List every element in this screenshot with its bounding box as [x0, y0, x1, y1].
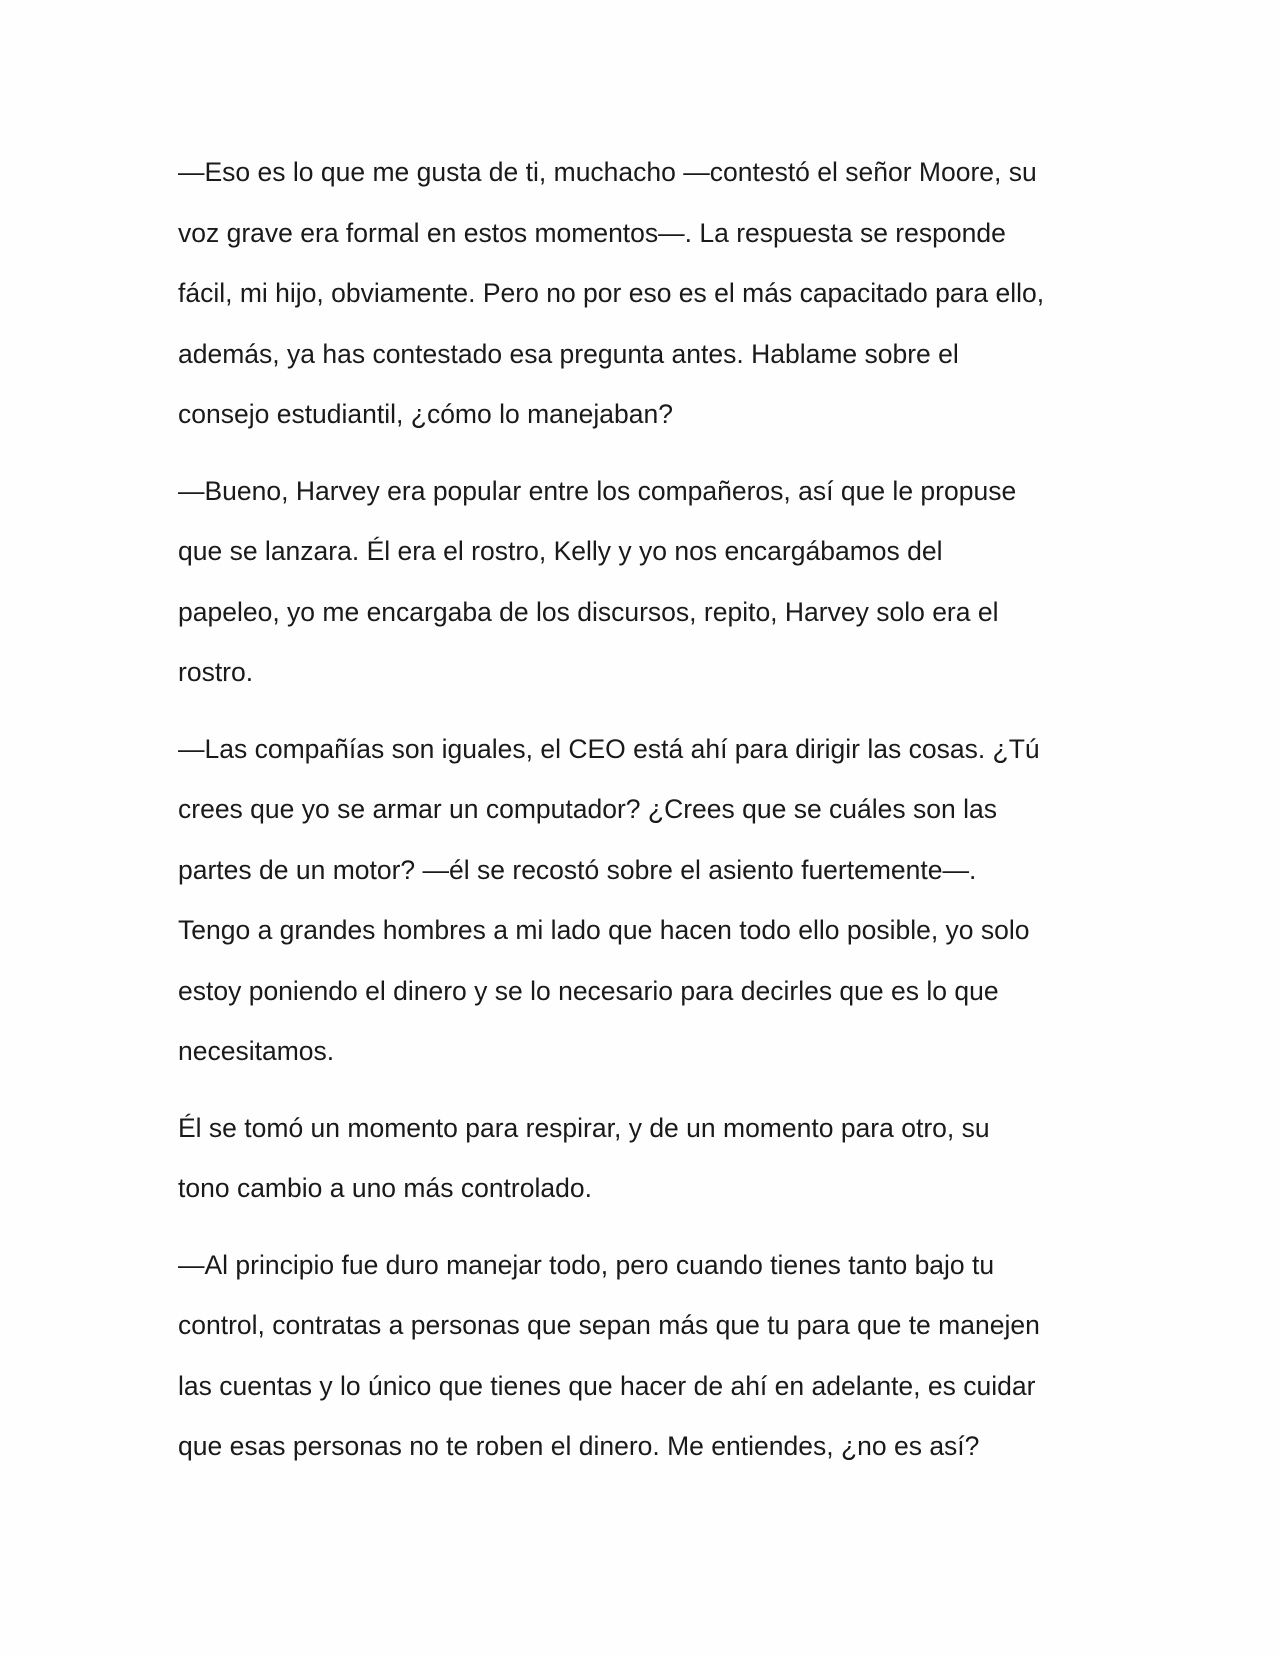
text-line: además, ya has contestado esa pregunta antes. Hablame sobre el [178, 338, 959, 369]
text-line: rostro. [178, 657, 254, 687]
text-line: —Bueno, Harvey era popular entre los compañeros, así que le propuse [178, 475, 1017, 506]
text-line: consejo estudiantil, ¿cómo lo manejaban? [178, 399, 673, 429]
text-line: —Al principio fue duro manejar todo, pero cuando tienes tanto bajo tu [178, 1249, 995, 1280]
text-line: necesitamos. [178, 1036, 335, 1066]
text-line: crees que yo se armar un computador? ¿Crees que se cuáles son las [178, 794, 997, 824]
text-line: partes de un motor? —él se recostó sobre el asiento fuertemente—. [178, 854, 977, 885]
text-line: —Las compañías son iguales, el CEO está ahí para dirigir las cosas. ¿Tú [178, 733, 1040, 764]
text-line: papeleo, yo me encargaba de los discursos, repito, Harvey solo era el [178, 596, 999, 627]
text-line: Él se tomó un momento para respirar, y de un momento para otro, su [178, 1112, 990, 1143]
text-line: que se lanzara. Él era el rostro, Kelly y yo nos encargábamos del [178, 536, 943, 566]
text-line: fácil, mi hijo, obviamente. Pero no por eso es el más capacitado para ello, [178, 278, 1045, 308]
text-line: estoy poniendo el dinero y se lo necesario para decirles que es lo que [178, 975, 999, 1006]
paragraph-5 [178, 1235, 1118, 1477]
text-line: control, contratas a personas que sepan más que tu para que te manejen [178, 1310, 1040, 1340]
document-body [178, 142, 1118, 1493]
text-line: Tengo a grandes hombres a mi lado que hacen todo ello posible, yo solo [178, 915, 1030, 945]
paragraph-2 [178, 461, 1118, 703]
paragraph-3 [178, 719, 1118, 1082]
text-line: que esas personas no te roben el dinero. Me entiendes, ¿no es así? [178, 1431, 980, 1461]
text-line: las cuentas y lo único que tienes que hacer de ahí en adelante, es cuidar [178, 1370, 1036, 1401]
paragraph-1 [178, 142, 1118, 445]
paragraph-4 [178, 1098, 1118, 1219]
text-line: tono cambio a uno más controlado. [178, 1173, 592, 1203]
text-line: —Eso es lo que me gusta de ti, muchacho —contestó el señor Moore, su [178, 157, 1037, 187]
text-line: voz grave era formal en estos momentos—. La respuesta se responde [178, 217, 1006, 248]
